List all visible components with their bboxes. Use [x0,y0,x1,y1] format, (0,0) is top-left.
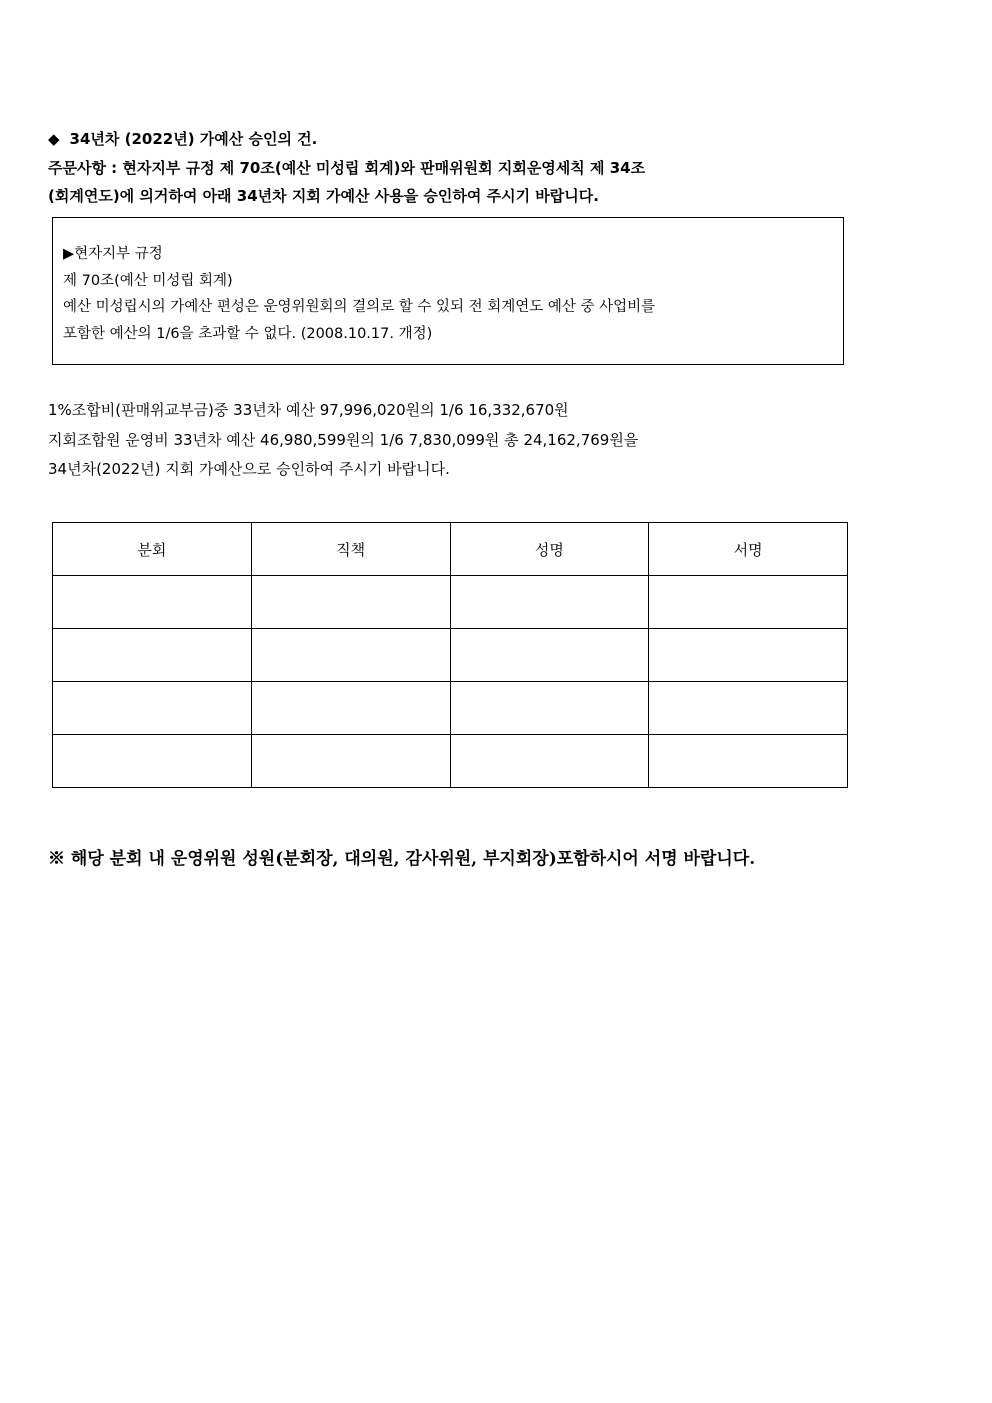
header-name: 성명 [450,523,649,576]
name-cell[interactable] [450,629,649,682]
signature-cell[interactable] [649,735,848,788]
regulation-text-2: 포함한 예산의 1/6을 초과할 수 없다. (2008.10.17. 개정) [63,326,433,342]
branch-cell[interactable] [53,735,252,788]
request-line-2: (회계연도)에 의거하여 아래 34년차 지회 가예산 사용을 승인하여 주시기 바랍니다. [48,187,599,205]
header-position: 직책 [251,523,450,576]
regulation-article: 제 70조(예산 미성립 회계) [63,273,233,289]
position-cell[interactable] [251,576,450,629]
budget-line-3: 34년차(2022년) 지회 가예산으로 승인하여 주시기 바랍니다. [48,460,450,478]
budget-line-1: 1%조합비(판매위교부금)중 33년차 예산 97,996,020원의 1/6 16,332,670원 [48,401,569,419]
document-title [48,128,317,149]
header-signature: 서명 [649,523,848,576]
regulation-box [52,217,844,365]
branch-cell[interactable] [53,576,252,629]
signature-cell[interactable] [649,576,848,629]
signature-cell[interactable] [649,629,848,682]
position-cell[interactable] [251,629,450,682]
regulation-heading: ▶현자지부 규정 [63,246,163,262]
table-row [53,576,848,629]
header-branch: 분회 [53,523,252,576]
table-row [53,629,848,682]
position-cell[interactable] [251,682,450,735]
signature-table [52,522,848,788]
signature-cell[interactable] [649,682,848,735]
budget-line-2: 지회조합원 운영비 33년차 예산 46,980,599원의 1/6 7,830,099원 총 24,162,769원을 [48,431,639,449]
diamond-bullet-icon: ◆ [48,130,60,148]
signature-note: ※ 해당 분회 내 운영위원 성원(분회장, 대의원, 감사위원, 부지회장)포함하시어 서명 바랍니다. [48,849,756,869]
branch-cell[interactable] [53,682,252,735]
table-row [53,735,848,788]
table-row [53,682,848,735]
title-text: 34년차 (2022년) 가예산 승인의 건. [69,130,318,148]
regulation-text-1: 예산 미성립시의 가예산 편성은 운영위원회의 결의로 할 수 있되 전 회계연도 예산 중 사업비를 [63,299,656,315]
position-cell[interactable] [251,735,450,788]
branch-cell[interactable] [53,629,252,682]
name-cell[interactable] [450,682,649,735]
name-cell[interactable] [450,576,649,629]
table-header-row [53,523,848,576]
name-cell[interactable] [450,735,649,788]
request-line-1: 주문사항 : 현자지부 규정 제 70조(예산 미성립 회계)와 판매위원회 지회운영세칙 제 34조 [48,159,646,177]
